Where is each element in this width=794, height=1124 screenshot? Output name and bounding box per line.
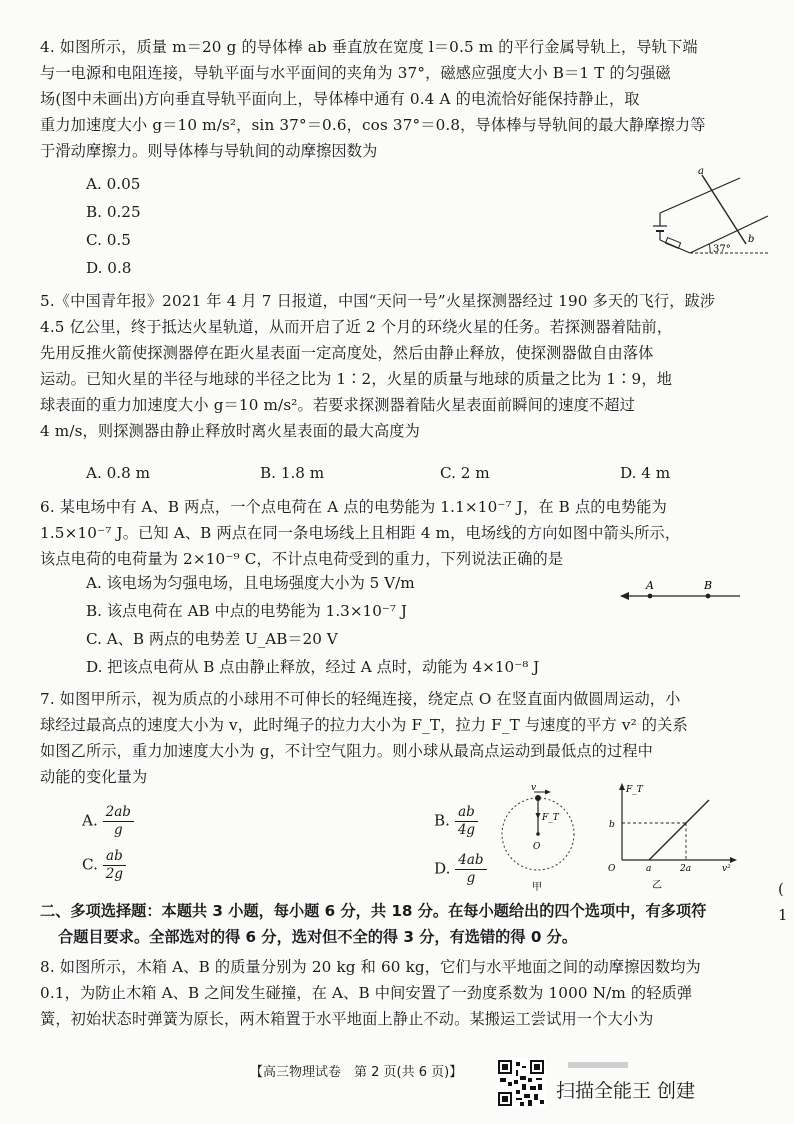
q7-option-b[interactable] bbox=[434, 804, 478, 839]
q6-label-b: B bbox=[704, 579, 713, 592]
margin-mark: 1 bbox=[778, 906, 788, 924]
q7-option-d[interactable] bbox=[434, 852, 487, 887]
q6-line: 6. 某电场中有 A、B 两点，一个点电荷在 A 点的电势能为 1.1×10⁻⁷ J，在 B 点的电势能为 bbox=[40, 498, 667, 516]
q4-line: 场(图中未画出)方向垂直导轨平面向上，导体棒中通有 0.4 A 的电流恰好能保持静止，取 bbox=[40, 90, 640, 108]
q7-velocity-label: v bbox=[531, 783, 537, 793]
q5-line: 5.《中国青年报》2021 年 4 月 7 日报道，中国“天问一号”火星探测器经过 190 多天的飞行，跋涉 bbox=[40, 292, 716, 310]
q4-option-c[interactable]: C. 0.5 bbox=[86, 231, 131, 249]
q7-option-a-denominator: g bbox=[113, 822, 123, 838]
q6-line: 1.5×10⁻⁷ J。已知 A、B 两点在同一条电场线上且相距 4 m，电场线的方向如图中箭头所示， bbox=[40, 524, 681, 542]
q7-option-a[interactable] bbox=[82, 804, 134, 839]
q4-rail-diagram bbox=[640, 168, 770, 268]
q5-line: 运动。已知火星的半径与地球的半径之比为 1∶2，火星的质量与地球的质量之比为 1∶9，地 bbox=[40, 370, 673, 388]
qr-code-icon bbox=[496, 1058, 546, 1108]
q6-label-a: A bbox=[646, 579, 654, 592]
q7-option-b-numerator: ab bbox=[455, 804, 478, 822]
question-8 bbox=[40, 954, 756, 1032]
section-2-heading bbox=[40, 898, 756, 950]
question-6 bbox=[40, 494, 756, 572]
q4-line: 重力加速度大小 g＝10 m/s²，sin 37°＝0.6，cos 37°＝0.8，导体棒与导轨间的最大静摩擦力等 bbox=[40, 116, 706, 134]
page-footer: 【高三物理试卷 第 2 页(共 6 页)】 bbox=[250, 1065, 463, 1080]
question-5 bbox=[40, 288, 756, 444]
section-2-line: 合题目要求。全部选对的得 6 分，选对但不全的得 3 分，有选错的得 0 分。 bbox=[58, 928, 578, 946]
q7-tension-label: F_T bbox=[542, 813, 559, 823]
q5-line: 4.5 亿公里，终于抵达火星轨道，从而开启了近 2 个月的环绕火星的任务。若探测器着陆前， bbox=[40, 318, 673, 336]
q7-line: 动能的变化量为 bbox=[40, 768, 148, 786]
scanner-watermark: 扫描全能王 创建 bbox=[556, 1080, 696, 1102]
q7-option-c-numerator: ab bbox=[103, 848, 126, 866]
q7-option-b-denominator: 4g bbox=[457, 822, 476, 838]
q5-option-a[interactable]: A. 0.8 m bbox=[86, 464, 151, 482]
q5-line: 4 m/s，则探测器由静止释放时离火星表面的最大高度为 bbox=[40, 422, 420, 440]
q7-graph-yi bbox=[604, 778, 744, 898]
q4-label-a: a bbox=[698, 166, 704, 177]
q7-option-d-numerator: 4ab bbox=[455, 852, 486, 870]
q6-line: 该点电荷的电荷量为 2×10⁻⁹ C，不计点电荷受到的重力，下列说法正确的是 bbox=[40, 550, 564, 568]
smudge bbox=[568, 1062, 628, 1068]
q4-angle-label: 37° bbox=[713, 244, 731, 255]
q5-option-c[interactable]: C. 2 m bbox=[440, 464, 490, 482]
q7-option-d-denominator: g bbox=[466, 870, 476, 886]
q7-option-c[interactable] bbox=[82, 848, 126, 883]
q7-option-letter: B. bbox=[434, 811, 450, 830]
q7-graph-origin: O bbox=[608, 864, 616, 874]
q4-option-b[interactable]: B. 0.25 bbox=[86, 203, 141, 221]
q7-caption-yi: 乙 bbox=[652, 880, 662, 891]
question-7 bbox=[40, 686, 756, 790]
question-4 bbox=[40, 34, 756, 164]
q5-line: 先用反推火箭使探测器停在距火星表面一定高度处，然后由静止释放，使探测器做自由落体 bbox=[40, 344, 654, 362]
q7-circle-diagram-jia bbox=[494, 782, 584, 894]
q4-line: 于滑动摩擦力。则导体棒与导轨间的动摩擦因数为 bbox=[40, 142, 378, 160]
q4-line: 4. 如图所示，质量 m＝20 g 的导体棒 ab 垂直放在宽度 l＝0.5 m 的平行金属导轨上，导轨下端 bbox=[40, 38, 698, 56]
q7-graph-a: a bbox=[646, 864, 652, 874]
q7-line: 7. 如图甲所示，视为质点的小球用不可伸长的轻绳连接，绕定点 O 在竖直面内做圆周运动，小 bbox=[40, 690, 681, 708]
q7-option-c-denominator: 2g bbox=[105, 866, 123, 882]
q7-option-letter: D. bbox=[434, 859, 451, 878]
q7-line: 球经过最高点的速度大小为 v，此时绳子的拉力大小为 F_T，拉力 F_T 与速度的平方 v² 的关系 bbox=[40, 716, 688, 734]
q7-line: 如图乙所示，重力加速度大小为 g，不计空气阻力。则小球从最高点运动到最低点的过程中 bbox=[40, 742, 654, 760]
q6-option-c[interactable]: C. A、B 两点的电势差 U_AB＝20 V bbox=[86, 630, 338, 648]
q7-graph-b: b bbox=[609, 820, 615, 830]
q7-graph-2a: 2a bbox=[680, 864, 692, 874]
margin-mark: ( bbox=[778, 880, 784, 898]
q7-graph-y-label: F_T bbox=[626, 785, 643, 795]
q4-line: 与一电源和电阻连接，导轨平面与水平面间的夹角为 37°，磁感应强度大小 B＝1 T 的匀强磁 bbox=[40, 64, 671, 82]
q4-option-a[interactable]: A. 0.05 bbox=[86, 175, 141, 193]
q5-option-b[interactable]: B. 1.8 m bbox=[260, 464, 325, 482]
q5-line: 球表面的重力加速度大小 g＝10 m/s²。若要求探测器着陆火星表面前瞬间的速度不超过 bbox=[40, 396, 635, 414]
q4-option-d[interactable]: D. 0.8 bbox=[86, 259, 132, 277]
q6-field-line-diagram bbox=[618, 578, 744, 610]
q7-option-a-numerator: 2ab bbox=[103, 804, 134, 822]
q8-line: 簧，初始状态时弹簧为原长，两木箱置于水平地面上静止不动。某搬运工尝试用一个大小为 bbox=[40, 1010, 654, 1028]
q5-option-d[interactable]: D. 4 m bbox=[620, 464, 671, 482]
q6-option-b[interactable]: B. 该点电荷在 AB 中点的电势能为 1.3×10⁻⁷ J bbox=[86, 602, 407, 620]
q8-line: 8. 如图所示，木箱 A、B 的质量分别为 20 kg 和 60 kg，它们与水平地面之间的动摩擦因数均为 bbox=[40, 958, 701, 976]
section-2-line: 二、多项选择题：本题共 3 小题，每小题 6 分，共 18 分。在每小题给出的四个选项中，有多项符 bbox=[40, 902, 707, 920]
q7-option-letter: A. bbox=[82, 811, 98, 830]
q7-center-label: O bbox=[533, 842, 541, 852]
q6-option-d[interactable]: D. 把该点电荷从 B 点由静止释放，经过 A 点时，动能为 4×10⁻⁸ J bbox=[86, 658, 540, 676]
q7-caption-jia: 甲 bbox=[532, 882, 542, 893]
q7-graph-x-label: v² bbox=[722, 864, 731, 874]
q8-line: 0.1，为防止木箱 A、B 之间发生碰撞，在 A、B 中间安置了一劲度系数为 1000 N/m 的轻质弹 bbox=[40, 984, 693, 1002]
q7-option-letter: C. bbox=[82, 855, 98, 874]
q4-label-b: b bbox=[748, 234, 755, 245]
q6-option-a[interactable]: A. 该电场为匀强电场，且电场强度大小为 5 V/m bbox=[86, 574, 415, 592]
